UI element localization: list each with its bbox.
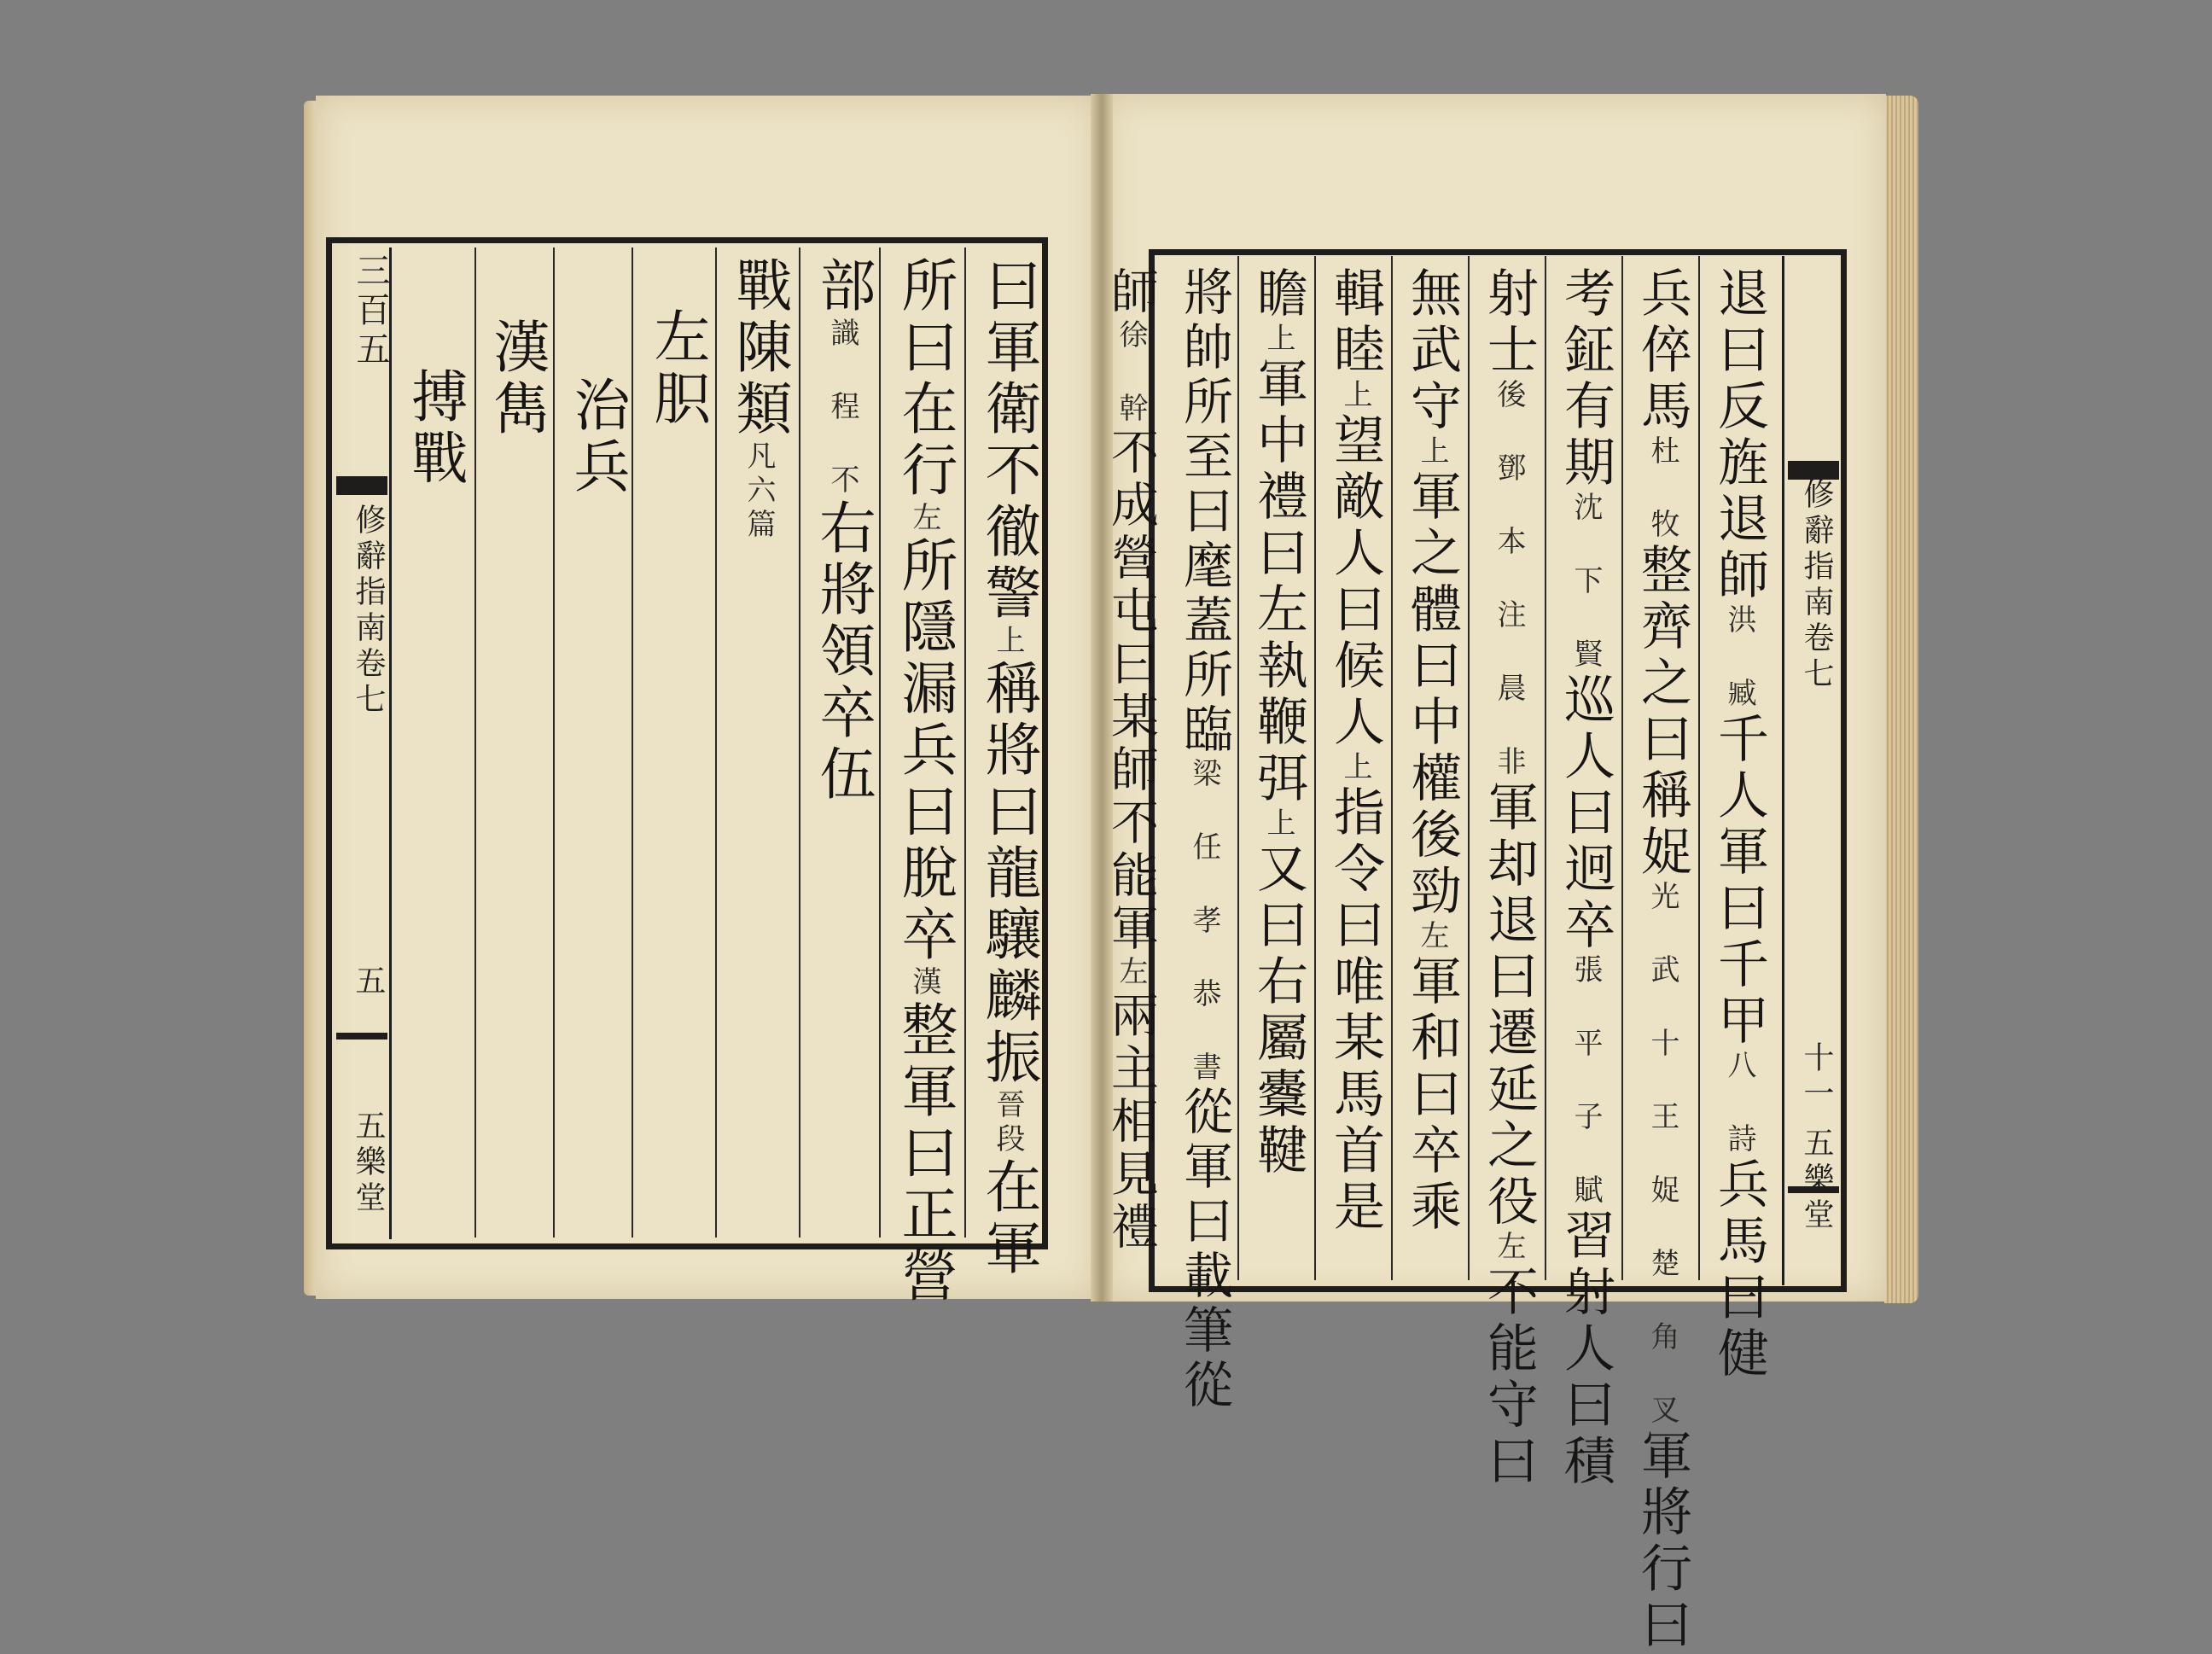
right-column-7 <box>1248 266 1309 1179</box>
text-main: 戰陳類 <box>726 256 792 440</box>
text-cont: 稱將曰龍驤麟振 <box>975 659 1041 1089</box>
text-note: 左 <box>1492 1231 1526 1265</box>
text-main: 無武守 <box>1402 266 1462 435</box>
text-main: 曰軍衛不徹警 <box>975 256 1041 625</box>
left-column-3 <box>809 256 876 806</box>
right-col-rule <box>1391 256 1393 1280</box>
left-column-6 <box>563 376 630 498</box>
text-note: 上 <box>1261 323 1295 357</box>
text-main: 瞻 <box>1249 266 1308 323</box>
text-cont: 千人軍曰千甲 <box>1709 712 1769 1050</box>
text-tail: 軍和曰卒乘 <box>1402 954 1462 1236</box>
text-note: 杜 牧 <box>1645 435 1679 543</box>
text-cont: 整齊之曰稱娖 <box>1633 543 1692 881</box>
text-tail: 軍將行曰 <box>1633 1429 1692 1654</box>
text-main: 左胑 <box>644 307 710 430</box>
text-note: 左 <box>1114 956 1148 990</box>
book-edge-right <box>1884 96 1918 1303</box>
text-tail: 習射人曰積 <box>1556 1208 1615 1490</box>
right-banxin-leaf: 十一 <box>1799 1041 1834 1113</box>
text-main: 所曰在行 <box>892 256 958 502</box>
text-main: 部 <box>810 256 876 317</box>
text-note: 左 <box>1415 920 1449 954</box>
text-note: 上 <box>1261 807 1295 842</box>
text-main: 漢雋 <box>484 317 550 440</box>
left-banxin-top-mark: 三百五 <box>351 253 390 370</box>
right-column-2 <box>1632 266 1693 1654</box>
text-cont: 巡人曰迥卒 <box>1556 673 1615 954</box>
right-col-rule <box>1545 256 1546 1280</box>
text-main: 輯睦 <box>1325 266 1385 379</box>
text-main: 考鉦有期 <box>1556 266 1615 492</box>
right-column-3 <box>1555 266 1616 1490</box>
right-fish-tail-upper <box>1788 461 1839 480</box>
text-main: 射士 <box>1479 266 1539 379</box>
text-main: 將帥所至曰麾蓋所臨 <box>1175 266 1233 758</box>
left-banxin-publisher: 五樂堂 <box>351 1109 386 1217</box>
text-tail: 指令曰唯某馬首是 <box>1325 785 1385 1236</box>
left-banxin <box>335 248 392 1239</box>
text-tail: 兵馬曰健 <box>1709 1157 1769 1383</box>
text-note: 徐 幹 <box>1114 319 1148 427</box>
text-note: 左 <box>907 502 941 536</box>
text-note: 漢 <box>907 966 941 1000</box>
left-col-rule <box>632 248 633 1238</box>
text-note: 光 武 十 王 娖 楚 角 叉 <box>1645 881 1679 1429</box>
text-cont: 軍之體曰中權後勁 <box>1402 469 1462 920</box>
text-note: 上 <box>1338 379 1372 413</box>
text-cont: 軍中禮曰左執鞭弭 <box>1249 357 1308 807</box>
text-note: 後 鄧 本 注 晨 非 <box>1492 379 1526 780</box>
text-note: 沈 下 賢 <box>1569 492 1603 673</box>
right-column-8 <box>1174 266 1234 1413</box>
text-main: 搏戰 <box>402 367 468 490</box>
text-tail: 整軍曰正營 <box>892 1000 958 1307</box>
right-banxin-publisher: 五樂堂 <box>1799 1127 1834 1234</box>
left-column-4 <box>725 256 792 543</box>
left-column-7 <box>483 317 550 440</box>
text-tail: 又曰右屬櫜鞬 <box>1249 842 1308 1179</box>
text-cont: 不成營屯曰某師不能軍 <box>1103 427 1159 956</box>
text-note: 梁 任 孝 恭 書 <box>1187 758 1221 1086</box>
text-cont: 右將領卒伍 <box>810 498 876 806</box>
text-note: 上 <box>1338 751 1372 785</box>
text-note: 張 平 子 賦 <box>1569 954 1603 1208</box>
right-col-rule <box>1314 256 1316 1280</box>
text-note: 洪 臧 <box>1722 604 1756 712</box>
right-banxin-title: 修辭指南卷七 <box>1799 478 1834 693</box>
text-note: 識 程 不 <box>825 317 859 498</box>
text-tail: 不能守曰 <box>1479 1265 1539 1490</box>
right-column-9 <box>1103 266 1159 1255</box>
text-cont: 從軍曰載筆從 <box>1175 1086 1233 1413</box>
right-col-rule <box>1621 256 1623 1280</box>
right-column-5 <box>1401 266 1463 1236</box>
left-col-rule <box>553 248 555 1238</box>
right-column-1 <box>1708 266 1770 1383</box>
left-banxin-title: 修辭指南卷七 <box>351 504 386 719</box>
text-tail: 兩主相見禮 <box>1103 990 1159 1255</box>
text-note: 八 詩 <box>1722 1050 1756 1157</box>
left-column-8 <box>401 367 468 490</box>
right-col-rule <box>1698 256 1700 1280</box>
text-main: 退曰反旌退師 <box>1709 266 1769 604</box>
right-column-6 <box>1324 266 1386 1236</box>
left-column-2 <box>891 256 958 1307</box>
left-fish-tail-lower <box>336 1033 387 1040</box>
right-col-rule <box>1237 256 1239 1280</box>
left-column-5 <box>643 307 710 430</box>
left-fish-tail-upper <box>336 476 387 495</box>
left-col-rule <box>964 248 966 1238</box>
left-column-1 <box>975 256 1041 1280</box>
right-col-rule <box>1468 256 1470 1280</box>
text-cont: 軍却退曰遷延之役 <box>1479 780 1539 1231</box>
left-col-rule <box>474 248 476 1238</box>
left-banxin-leaf: 五 <box>351 964 386 1000</box>
text-cont: 望敵人曰候人 <box>1325 413 1385 751</box>
right-banxin <box>1782 256 1841 1285</box>
right-column-4 <box>1478 266 1540 1490</box>
text-cont: 所隱漏兵曰脫卒 <box>892 536 958 966</box>
left-col-rule <box>715 248 717 1238</box>
text-tail: 在軍 <box>975 1157 1041 1280</box>
left-col-rule <box>879 248 881 1238</box>
text-note: 上 <box>991 625 1025 659</box>
left-col-rule <box>799 248 800 1238</box>
text-note: 晉段 <box>991 1089 1025 1157</box>
text-main: 兵倅馬 <box>1633 266 1692 435</box>
text-note: 上 <box>1415 435 1449 469</box>
text-main: 師 <box>1103 266 1159 319</box>
text-note: 凡六篇 <box>742 440 776 543</box>
text-main: 治兵 <box>564 376 630 498</box>
